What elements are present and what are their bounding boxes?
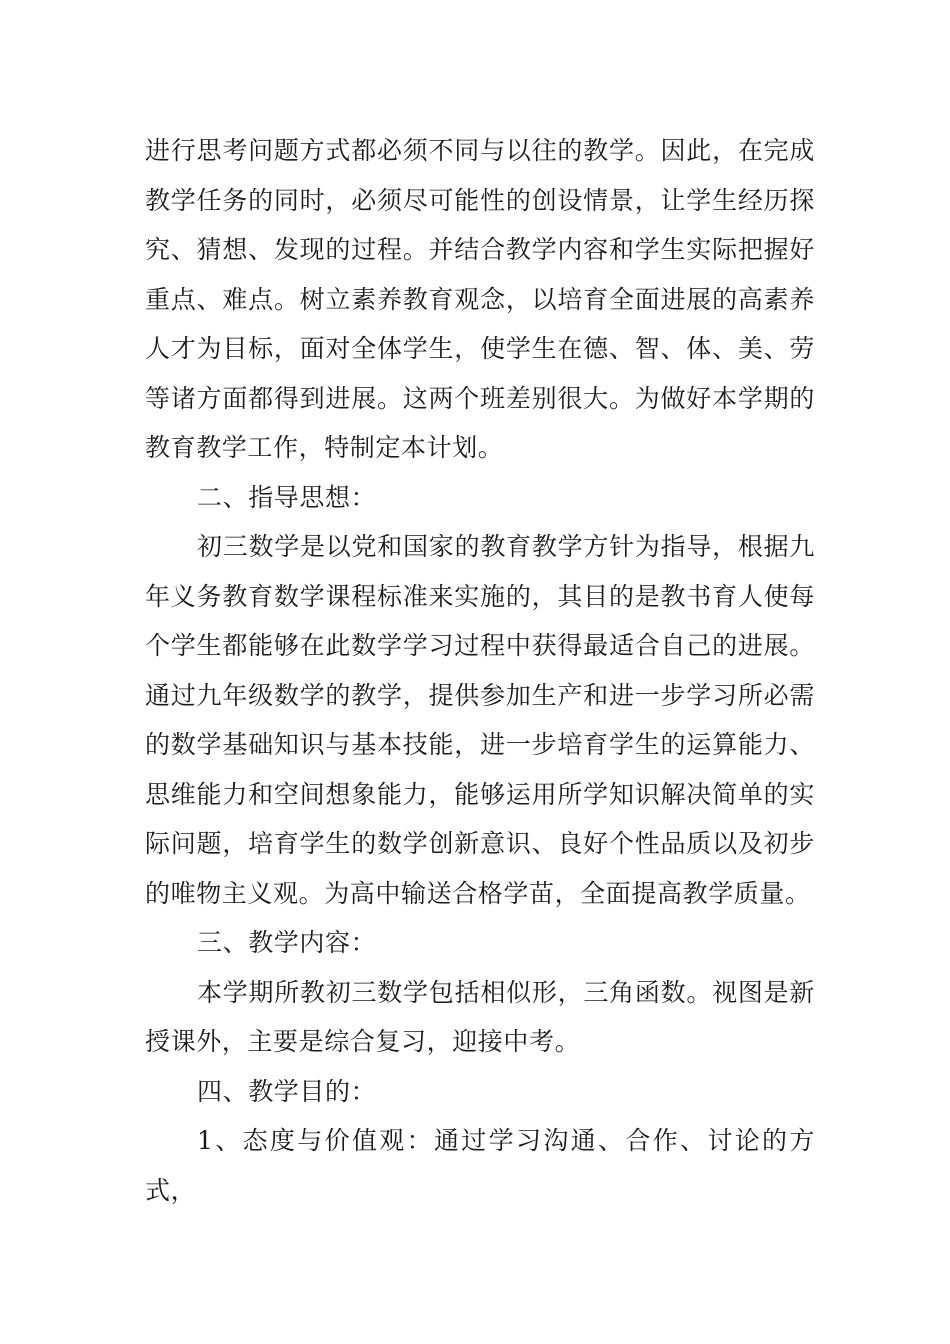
guiding-ideology-paragraph: 初三数学是以党和国家的教育教学方针为指导，根据九年义务教育数学课程标准来实施的，其目的是教书育人使每个学生都能够在此数学学习过程中获得最适合自己的进展。通过九年级数学的教学，提供参加生产和进一步学习所必需的数学基础知识与基本技能，进一步培育学生的运算能力、思维能力和空间想象能力，能够运用所学知识解决简单的实际问题，培育学生的数学创新意识、良好个性品质以及初步的唯物主义观。为高中输送合格学苗，全面提高教学质量。 [145, 532, 815, 908]
teaching-goals-item-1: 1、态度与价值观：通过学习沟通、合作、讨论的方式， [145, 1126, 815, 1205]
section-heading-guiding-ideology: 二、指导思想： [197, 482, 377, 512]
intro-paragraph: 进行思考问题方式都必须不同与以往的教学。因此，在完成教学任务的同时，必须尽可能性的创设情景，让学生经历探究、猜想、发现的过程。并结合教学内容和学生实际把握好重点、难点。树立素养教育观念，以培育全面进展的高素养人才为目标，面对全体学生，使学生在德、智、体、美、劳等诸方面都得到进展。这两个班差别很大。为做好本学期的教育教学工作，特制定本计划。 [145, 136, 815, 462]
section-heading-teaching-goals: 四、教学目的： [197, 1076, 377, 1106]
teaching-content-paragraph: 本学期所教初三数学包括相似形，三角函数。视图是新授课外，主要是综合复习，迎接中考。 [145, 977, 815, 1056]
section-heading-teaching-content: 三、教学内容： [197, 928, 377, 957]
document-body [145, 126, 815, 1215]
